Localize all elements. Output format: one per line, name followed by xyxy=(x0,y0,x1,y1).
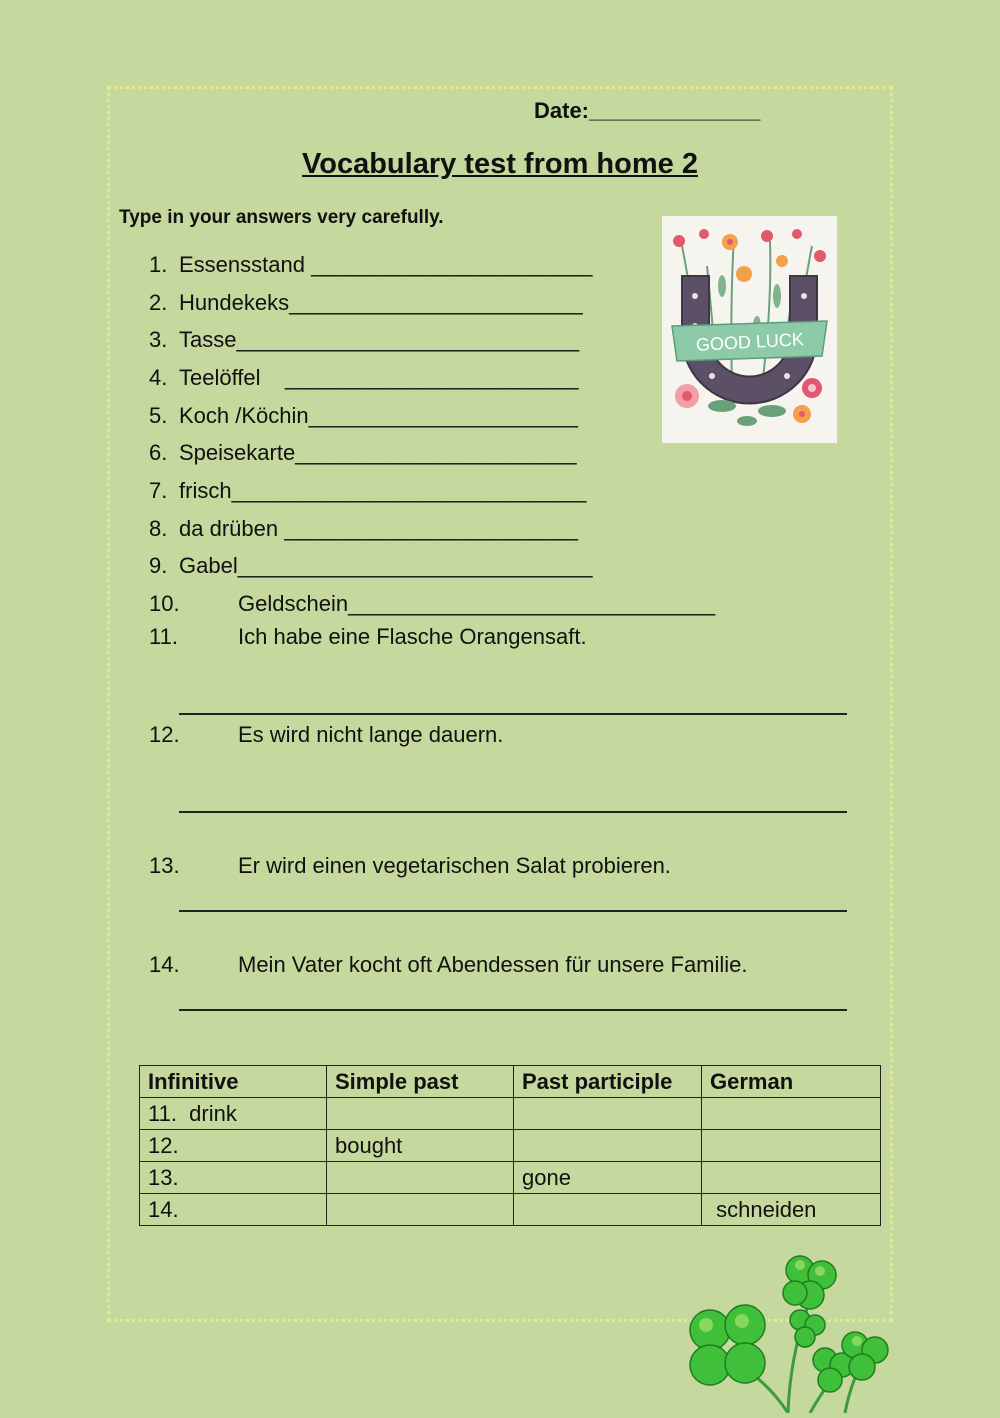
clover-decoration xyxy=(670,1245,910,1413)
date-field[interactable]: Date:______________ xyxy=(534,98,761,123)
table-cell: 13. xyxy=(140,1162,327,1194)
table-row xyxy=(140,1098,881,1130)
vocab-item-6[interactable]: 6. Speisekarte_______________________ xyxy=(149,440,577,465)
column-header: Simple past xyxy=(327,1066,514,1098)
table-header-row xyxy=(140,1066,881,1098)
table-cell[interactable] xyxy=(327,1194,514,1226)
table-cell[interactable] xyxy=(514,1098,702,1130)
good-luck-image xyxy=(662,216,837,443)
table-cell: gone xyxy=(514,1162,702,1194)
table-cell[interactable] xyxy=(514,1194,702,1226)
vocab-item-4[interactable]: 4. Teelöffel ________________________ xyxy=(149,365,579,390)
vocab-item-8[interactable]: 8. da drüben ________________________ xyxy=(149,516,578,541)
column-header: Infinitive xyxy=(140,1066,327,1098)
answer-line-12[interactable] xyxy=(179,811,847,813)
good-luck-caption: GOOD LUCK xyxy=(695,329,805,355)
page-title: Vocabulary test from home 2 xyxy=(302,148,698,180)
column-header: Past participle xyxy=(514,1066,702,1098)
table-cell[interactable] xyxy=(702,1098,881,1130)
answer-line-14[interactable] xyxy=(179,1009,847,1011)
instruction-text: Type in your answers very carefully. xyxy=(119,207,444,228)
vocab-item-1[interactable]: 1. Essensstand _______________________ xyxy=(149,252,593,277)
table-cell[interactable] xyxy=(702,1162,881,1194)
vocab-item-10[interactable]: 10. Geldschein______________________________ xyxy=(149,591,716,616)
table-cell[interactable] xyxy=(327,1162,514,1194)
vocab-item-2[interactable]: 2. Hundekeks________________________ xyxy=(149,290,583,315)
table-row xyxy=(140,1162,881,1194)
table-cell[interactable] xyxy=(327,1098,514,1130)
vocab-item-5[interactable]: 5. Koch /Köchin______________________ xyxy=(149,403,578,428)
table-cell[interactable] xyxy=(702,1130,881,1162)
table-cell: bought xyxy=(327,1130,514,1162)
answer-line-13[interactable] xyxy=(179,910,847,912)
table-cell[interactable] xyxy=(514,1130,702,1162)
verb-table xyxy=(139,1065,881,1226)
vocab-item-3[interactable]: 3. Tasse____________________________ xyxy=(149,327,580,352)
table-cell: schneiden xyxy=(702,1194,881,1226)
vocab-item-7[interactable]: 7. frisch_____________________________ xyxy=(149,478,587,503)
table-cell: 11. drink xyxy=(140,1098,327,1130)
table-cell: 14. xyxy=(140,1194,327,1226)
column-header: German xyxy=(702,1066,881,1098)
table-row xyxy=(140,1194,881,1226)
table-cell: 12. xyxy=(140,1130,327,1162)
vocab-item-9[interactable]: 9. Gabel_____________________________ xyxy=(149,553,593,578)
table-row xyxy=(140,1130,881,1162)
answer-line-11[interactable] xyxy=(179,713,847,715)
